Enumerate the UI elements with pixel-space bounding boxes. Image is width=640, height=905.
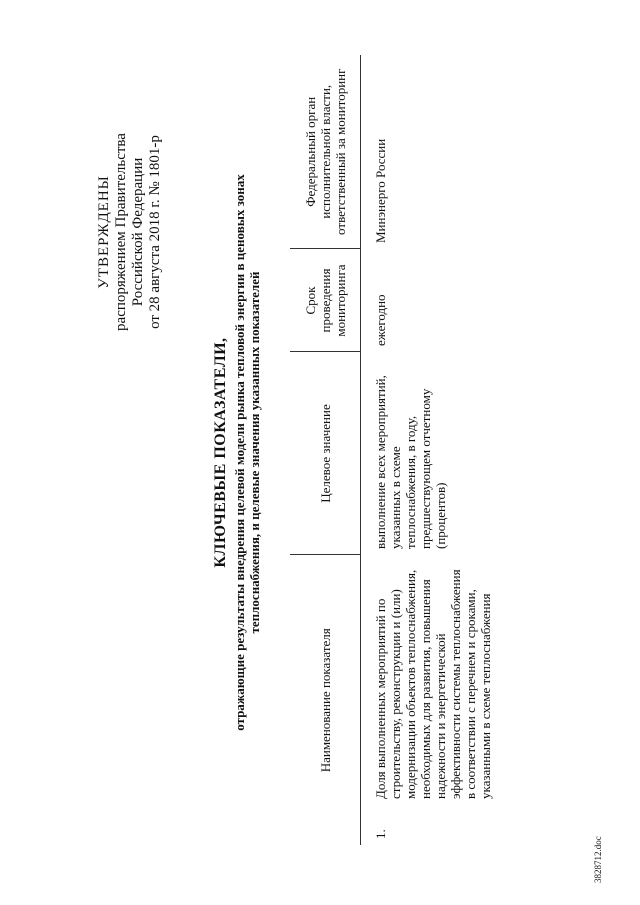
approval-block [96, 0, 164, 905]
heading-subtitle-line-1: отражающие результаты внедрения целевой модели рынка тепловой энергии в ценовых зонах [232, 174, 247, 731]
indicators-table [290, 55, 497, 845]
row-target-value: выполнение всех мероприятий, указанных в схеме теплоснабжения, в году, предшествующем отчетному (процентов) [373, 375, 448, 549]
document-reference: 3828712.doc [593, 836, 603, 883]
column-header-name: Наименование показателя [290, 555, 361, 845]
approval-line-2: Российской Федерации [130, 157, 146, 307]
table-header [290, 55, 361, 845]
row-indicator-name: Доля выполненных мероприятий по строительству, реконструкции и (или) модернизации объектов теплоснабжения, необходимых для развития, повышения надежности и энергетической эффективности системы теплоснабжения в соответствии с перечнем и сроками, указанными в схеме теплоснабжения [373, 569, 493, 799]
header-row [290, 55, 361, 845]
approval-line-1: распоряжением Правительства [113, 133, 129, 331]
column-header-term: Срок проведения мониторинга [290, 249, 361, 352]
document-heading [210, 0, 262, 905]
table-row [361, 55, 498, 845]
row-responsible-agency: Минэнерго России [373, 138, 388, 243]
heading-subtitle-line-2: теплоснабжения, и целевые значения указанных показателей [247, 271, 262, 634]
column-header-target: Целевое значение [290, 352, 361, 555]
row-number: 1. [373, 829, 388, 839]
column-header-agency: Федеральный орган исполнительной власти, ответственный за мониторинг [290, 55, 361, 249]
approval-line-3: от 28 августа 2018 г. № 1801-р [147, 135, 163, 329]
approval-title: УТВЕРЖДЕНЫ [96, 175, 112, 289]
row-monitoring-term: ежегодно [373, 294, 388, 346]
heading-title: КЛЮЧЕВЫЕ ПОКАЗАТЕЛИ, [212, 337, 229, 568]
